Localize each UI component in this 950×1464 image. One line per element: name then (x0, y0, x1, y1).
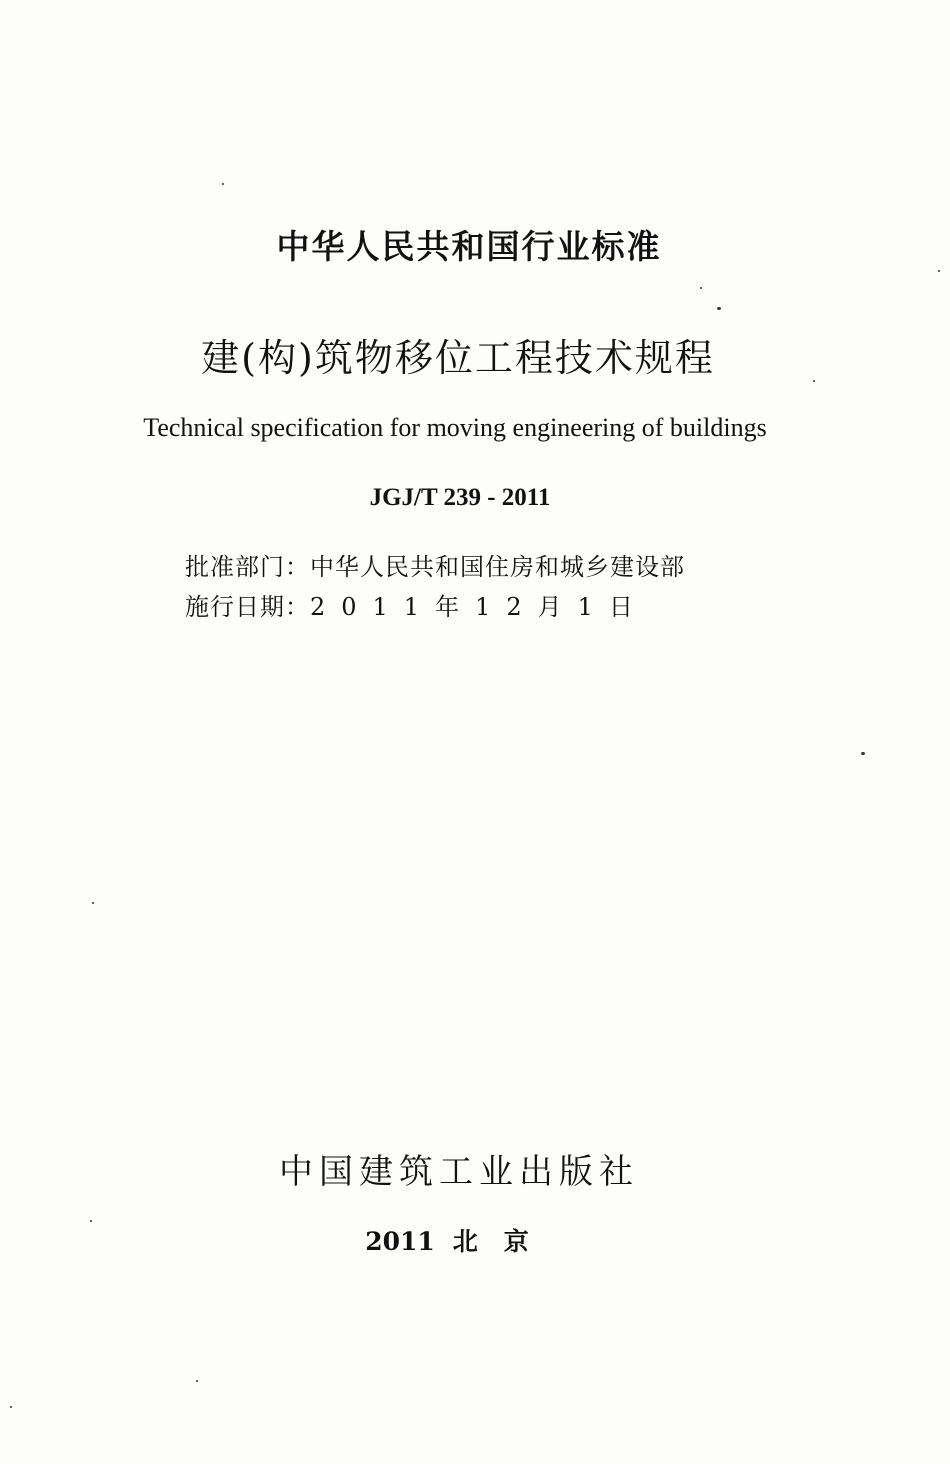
industry-standard-heading: 中华人民共和国行业标准 (276, 227, 662, 266)
scan-speck (222, 183, 224, 185)
document-title-chinese: 建(构)筑物移位工程技术规程 (201, 336, 715, 380)
effective-date-row (185, 588, 649, 626)
effective-date-value: 2011年12月1日 (310, 593, 649, 621)
scan-speck (196, 1380, 198, 1382)
scan-speck (700, 287, 702, 289)
standard-code: JGJ/T 239 - 2011 (369, 484, 551, 511)
scan-speck (938, 270, 940, 272)
scan-speck (717, 307, 721, 310)
approval-authority-label: 批准部门： (185, 553, 310, 581)
scan-speck (861, 752, 865, 755)
scan-speck (92, 902, 94, 904)
scan-speck (90, 1220, 92, 1222)
approval-authority-row (185, 548, 685, 586)
publication-year-place (0, 1222, 920, 1262)
scan-speck (10, 1406, 12, 1408)
effective-date-label: 施行日期： (185, 593, 310, 621)
scan-speck (813, 380, 815, 382)
publication-city: 北京 (452, 1227, 555, 1256)
document-title-english: Technical specification for moving engineering of buildings (143, 413, 767, 442)
publication-year: 2011 (365, 1227, 435, 1256)
publisher-name: 中国建筑工业出版社 (279, 1152, 639, 1192)
approval-authority-value: 中华人民共和国住房和城乡建设部 (310, 553, 685, 581)
